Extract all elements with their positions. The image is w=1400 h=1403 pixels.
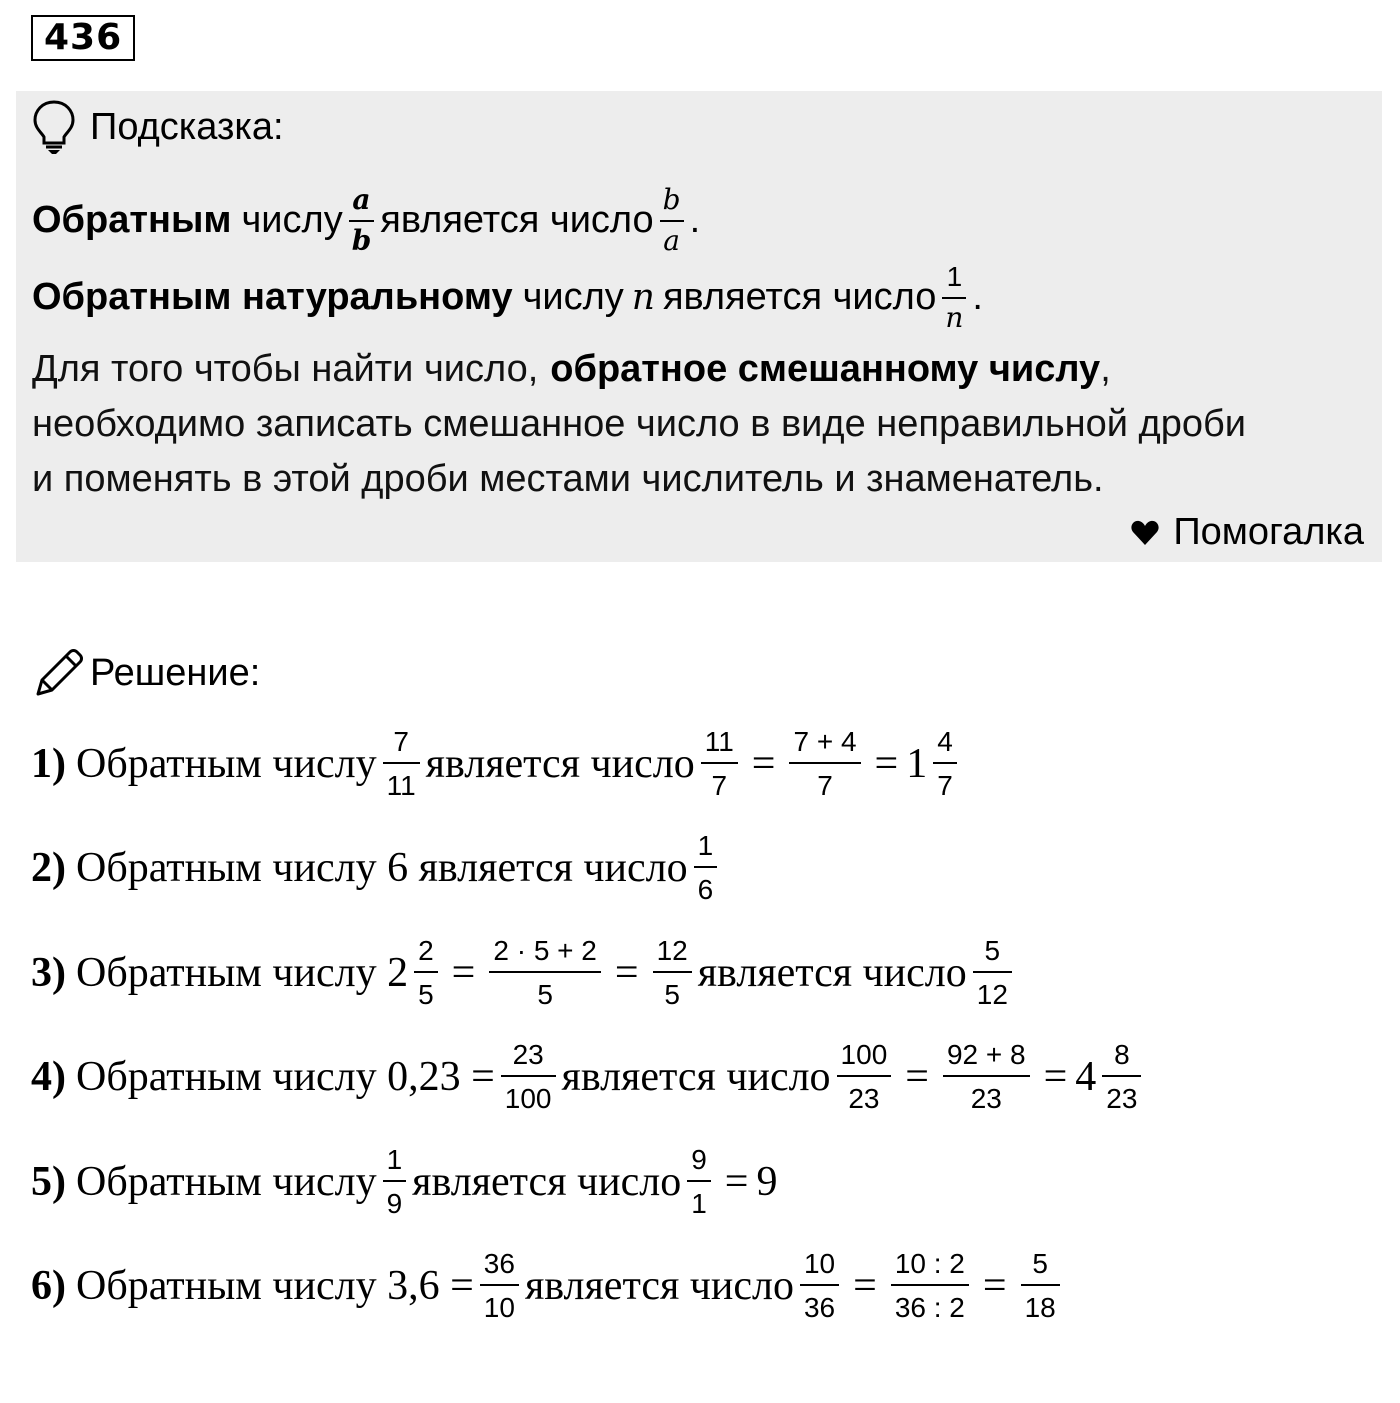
fraction-b-over-a: [660, 183, 684, 257]
hint-line-text: и поменять в этой дроби местами числитель и знаменатель.: [32, 458, 1104, 500]
step-text: является число: [561, 1054, 831, 1100]
fraction-denominator: 36: [803, 1292, 836, 1323]
equals-sign: =: [614, 950, 639, 996]
fraction-numerator: 36: [483, 1248, 515, 1279]
step-number: 5): [31, 1159, 66, 1205]
fraction: [1021, 1250, 1060, 1322]
fraction-denominator: n: [945, 301, 964, 334]
fraction: [1102, 1041, 1141, 1113]
fraction-denominator: 6: [697, 874, 714, 905]
hint-text: числу: [241, 199, 343, 241]
fraction: [943, 1041, 1030, 1113]
fraction-bar: [349, 220, 375, 222]
hint-header: [32, 99, 284, 155]
fraction: [973, 937, 1012, 1009]
solution-step-3: [31, 937, 1018, 1009]
hint-title: Подсказка:: [90, 105, 284, 148]
fraction-numerator: 2: [418, 935, 434, 966]
fraction-denominator: 10: [483, 1292, 515, 1323]
fraction: [653, 937, 692, 1009]
fraction-numerator: 23: [512, 1039, 544, 1070]
fraction-bar: [694, 866, 718, 868]
fraction-bar: [701, 762, 738, 764]
fraction: [789, 728, 860, 800]
equals-sign: =: [1043, 1054, 1068, 1100]
solution-step-6: [31, 1250, 1066, 1322]
fraction-bar: [383, 1180, 407, 1182]
step-number: 1): [31, 741, 66, 787]
solution-step-5: [31, 1146, 777, 1218]
fraction-1-over-n: [942, 263, 966, 332]
fraction: [489, 937, 601, 1009]
fraction-numerator: 2 · 5 + 2: [493, 935, 597, 966]
fraction: [701, 728, 738, 800]
fraction-numerator: 10: [803, 1248, 836, 1279]
hint-term-bold: обратное смешанному числу: [550, 348, 1101, 390]
step-text: является число: [697, 950, 967, 996]
fraction-bar: [383, 762, 420, 764]
fraction-numerator: 1: [697, 830, 714, 861]
fraction-denominator: 9: [386, 1188, 403, 1219]
step-text: является число: [524, 1263, 794, 1309]
step-text: Обратным числу 2: [76, 950, 409, 996]
fraction-denominator: 11: [386, 770, 416, 801]
equals-sign: =: [905, 1054, 929, 1100]
fraction: [414, 937, 438, 1009]
fraction-denominator: 23: [970, 1083, 1002, 1114]
fraction-bar: [1102, 1075, 1141, 1077]
hint-period: .: [972, 276, 983, 318]
fraction-numerator: 9: [691, 1144, 707, 1175]
fraction: [837, 1041, 892, 1113]
fraction-denominator: 5: [418, 979, 434, 1010]
fraction-bar: [942, 297, 966, 299]
hint-comma: ,: [1100, 348, 1111, 390]
fraction-numerator: b: [662, 183, 681, 216]
equals-sign: =: [853, 1263, 877, 1309]
hint-term-bold: Обратным: [32, 199, 232, 241]
fraction-denominator: 23: [848, 1083, 880, 1114]
fraction-bar: [1021, 1284, 1060, 1286]
fraction-numerator: 5: [1032, 1248, 1048, 1279]
solution-step-2: [31, 832, 723, 904]
task-number: 436: [31, 15, 135, 61]
fraction-bar: [501, 1075, 556, 1077]
fraction-denominator: 12: [976, 979, 1008, 1010]
heart-icon: [1131, 520, 1159, 546]
fraction: [891, 1250, 969, 1322]
fraction-numerator: 10 : 2: [894, 1248, 965, 1279]
fraction-denominator: 1: [691, 1188, 707, 1219]
step-text: Обратным числу 0,23 =: [76, 1054, 495, 1100]
equals-sign: =: [724, 1159, 749, 1205]
fraction-a-over-b: [349, 183, 375, 257]
fraction-numerator: 11: [704, 726, 734, 757]
step-text: Обратным числу 6 является число: [76, 845, 688, 891]
fraction-numerator: 4: [937, 726, 953, 757]
whole-part: 4: [1075, 1054, 1097, 1100]
hint-line-mixed: [32, 341, 1111, 397]
fraction-numerator: 7: [393, 726, 409, 757]
fraction-denominator: 100: [504, 1083, 552, 1114]
whole-part: 1: [906, 741, 928, 787]
solution-header: [34, 648, 260, 698]
fraction-denominator: 36 : 2: [894, 1292, 965, 1323]
fraction-numerator: 12: [656, 935, 688, 966]
fraction: [501, 1041, 556, 1113]
fraction-numerator: 1: [386, 1144, 403, 1175]
fraction-numerator: a: [352, 183, 371, 216]
fraction-numerator: 92 + 8: [946, 1039, 1026, 1070]
fraction: [687, 1146, 711, 1218]
fraction: [694, 832, 718, 904]
fraction: [383, 1146, 407, 1218]
fraction-denominator: b: [351, 224, 372, 257]
hint-text: является число: [380, 199, 654, 241]
step-text: Обратным числу 3,6 =: [76, 1263, 474, 1309]
solution-step-4: [31, 1041, 1147, 1113]
step-text: Обратным числу: [76, 741, 377, 787]
fraction-numerator: 8: [1114, 1039, 1130, 1070]
result-value: 9: [756, 1159, 778, 1205]
fraction-denominator: 7: [937, 770, 953, 801]
fraction-numerator: 100: [840, 1039, 888, 1070]
fraction-bar: [489, 971, 601, 973]
fraction-bar: [687, 1180, 711, 1182]
hint-line-natural: [32, 263, 983, 332]
hint-box: [16, 91, 1382, 562]
fraction-bar: [653, 971, 692, 973]
solution-title: Решение:: [90, 651, 261, 694]
step-number: 6): [31, 1263, 66, 1309]
fraction-bar: [660, 220, 684, 222]
fraction: [383, 728, 420, 800]
fraction-bar: [800, 1284, 839, 1286]
fraction-bar: [789, 762, 860, 764]
fraction-numerator: 1: [946, 261, 963, 292]
fraction-denominator: 7: [711, 770, 728, 801]
fraction-denominator: 5: [664, 979, 680, 1010]
fraction-bar: [891, 1284, 969, 1286]
lightbulb-icon: [32, 99, 76, 155]
hint-term-bold: Обратным натуральному: [32, 276, 513, 318]
fraction-denominator: 18: [1024, 1292, 1056, 1323]
fraction-numerator: 7 + 4: [793, 726, 857, 757]
signature: [1131, 511, 1364, 554]
step-text: является число: [425, 741, 695, 787]
pencil-icon: [34, 648, 84, 698]
fraction-bar: [414, 971, 438, 973]
hint-text: является число: [662, 276, 937, 318]
fraction-denominator: 7: [817, 770, 833, 801]
step-text: Обратным числу: [76, 1159, 377, 1205]
hint-period: .: [689, 199, 701, 241]
fraction: [933, 728, 957, 800]
fraction-denominator: 23: [1106, 1083, 1138, 1114]
hint-text: Для того чтобы найти число,: [32, 348, 539, 390]
equals-sign: =: [982, 1263, 1007, 1309]
fraction-denominator: 5: [537, 979, 553, 1010]
step-number: 4): [31, 1054, 66, 1100]
fraction-bar: [933, 762, 957, 764]
step-number: 2): [31, 845, 66, 891]
equals-sign: =: [751, 741, 776, 787]
fraction-bar: [837, 1075, 892, 1077]
signature-text: Помогалка: [1173, 511, 1364, 553]
fraction: [800, 1250, 839, 1322]
fraction-denominator: a: [663, 224, 680, 257]
variable-n: n: [631, 277, 655, 318]
step-number: 3): [31, 950, 66, 996]
hint-text: числу: [522, 276, 624, 318]
fraction-bar: [943, 1075, 1030, 1077]
equals-sign: =: [874, 741, 899, 787]
equals-sign: =: [451, 950, 476, 996]
fraction-bar: [480, 1284, 519, 1286]
fraction: [480, 1250, 519, 1322]
hint-line-text: необходимо записать смешанное число в виде неправильной дроби: [32, 403, 1246, 445]
fraction-bar: [973, 971, 1012, 973]
step-text: является число: [412, 1159, 682, 1205]
solution-step-1: [31, 728, 963, 800]
hint-line-reciprocal: [32, 183, 701, 257]
fraction-numerator: 5: [984, 935, 1001, 966]
